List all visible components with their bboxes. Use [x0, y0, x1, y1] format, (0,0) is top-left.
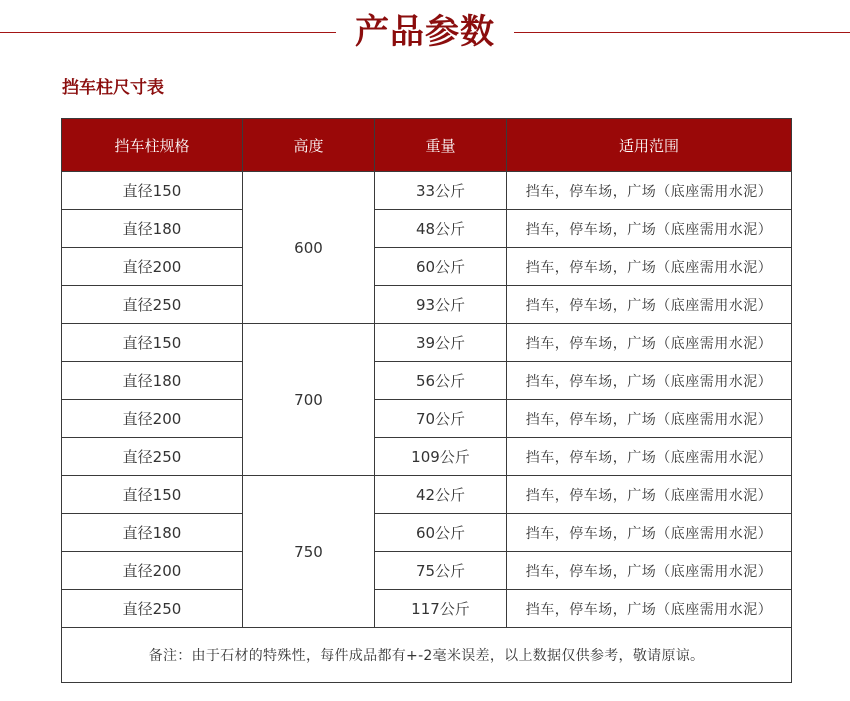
use-cell: 挡车，停车场，广场（底座需用水泥） — [507, 400, 792, 438]
weight-cell: 33公斤 — [375, 172, 507, 210]
spec-cell: 直径150 — [62, 324, 243, 362]
weight-cell: 48公斤 — [375, 210, 507, 248]
weight-cell: 70公斤 — [375, 400, 507, 438]
spec-cell: 直径200 — [62, 400, 243, 438]
column-header-height: 高度 — [243, 119, 375, 172]
page-title: 产品参数 — [355, 12, 495, 52]
table-row — [62, 210, 792, 248]
table-header-row — [62, 119, 792, 172]
table-row — [62, 286, 792, 324]
column-header-weight: 重量 — [375, 119, 507, 172]
height-cell: 750 — [243, 476, 375, 628]
spec-cell: 直径200 — [62, 552, 243, 590]
table-row — [62, 324, 792, 362]
use-cell: 挡车，停车场，广场（底座需用水泥） — [507, 476, 792, 514]
spec-cell: 直径200 — [62, 248, 243, 286]
height-cell: 600 — [243, 172, 375, 324]
use-cell: 挡车，停车场，广场（底座需用水泥） — [507, 514, 792, 552]
table-row — [62, 172, 792, 210]
weight-cell: 109公斤 — [375, 438, 507, 476]
use-cell: 挡车，停车场，广场（底座需用水泥） — [507, 248, 792, 286]
table-row — [62, 514, 792, 552]
section-title: 挡车柱尺寸表 — [62, 78, 164, 98]
table-row — [62, 552, 792, 590]
weight-cell: 42公斤 — [375, 476, 507, 514]
spec-cell: 直径250 — [62, 286, 243, 324]
spec-cell: 直径180 — [62, 362, 243, 400]
heading-divider-right — [514, 32, 850, 33]
table-row — [62, 248, 792, 286]
heading-divider-left — [0, 32, 336, 33]
spec-table — [61, 118, 792, 683]
table-row — [62, 590, 792, 628]
use-cell: 挡车，停车场，广场（底座需用水泥） — [507, 172, 792, 210]
use-cell: 挡车，停车场，广场（底座需用水泥） — [507, 362, 792, 400]
page-heading — [0, 0, 850, 66]
table-row — [62, 438, 792, 476]
use-cell: 挡车，停车场，广场（底座需用水泥） — [507, 552, 792, 590]
column-header-spec: 挡车柱规格 — [62, 119, 243, 172]
spec-cell: 直径250 — [62, 590, 243, 628]
use-cell: 挡车，停车场，广场（底座需用水泥） — [507, 590, 792, 628]
weight-cell: 117公斤 — [375, 590, 507, 628]
column-header-use: 适用范围 — [507, 119, 792, 172]
table-row — [62, 362, 792, 400]
use-cell: 挡车，停车场，广场（底座需用水泥） — [507, 210, 792, 248]
use-cell: 挡车，停车场，广场（底座需用水泥） — [507, 286, 792, 324]
weight-cell: 60公斤 — [375, 514, 507, 552]
spec-cell: 直径180 — [62, 514, 243, 552]
use-cell: 挡车，停车场，广场（底座需用水泥） — [507, 438, 792, 476]
weight-cell: 93公斤 — [375, 286, 507, 324]
table-row — [62, 400, 792, 438]
weight-cell: 60公斤 — [375, 248, 507, 286]
spec-cell: 直径180 — [62, 210, 243, 248]
height-cell: 700 — [243, 324, 375, 476]
note-text: 备注：由于石材的特殊性，每件成品都有+-2毫米误差，以上数据仅供参考，敬请原谅。 — [62, 628, 792, 683]
weight-cell: 39公斤 — [375, 324, 507, 362]
spec-cell: 直径150 — [62, 476, 243, 514]
note-row — [62, 628, 792, 683]
use-cell: 挡车，停车场，广场（底座需用水泥） — [507, 324, 792, 362]
table-row — [62, 476, 792, 514]
spec-cell: 直径250 — [62, 438, 243, 476]
spec-cell: 直径150 — [62, 172, 243, 210]
weight-cell: 56公斤 — [375, 362, 507, 400]
weight-cell: 75公斤 — [375, 552, 507, 590]
